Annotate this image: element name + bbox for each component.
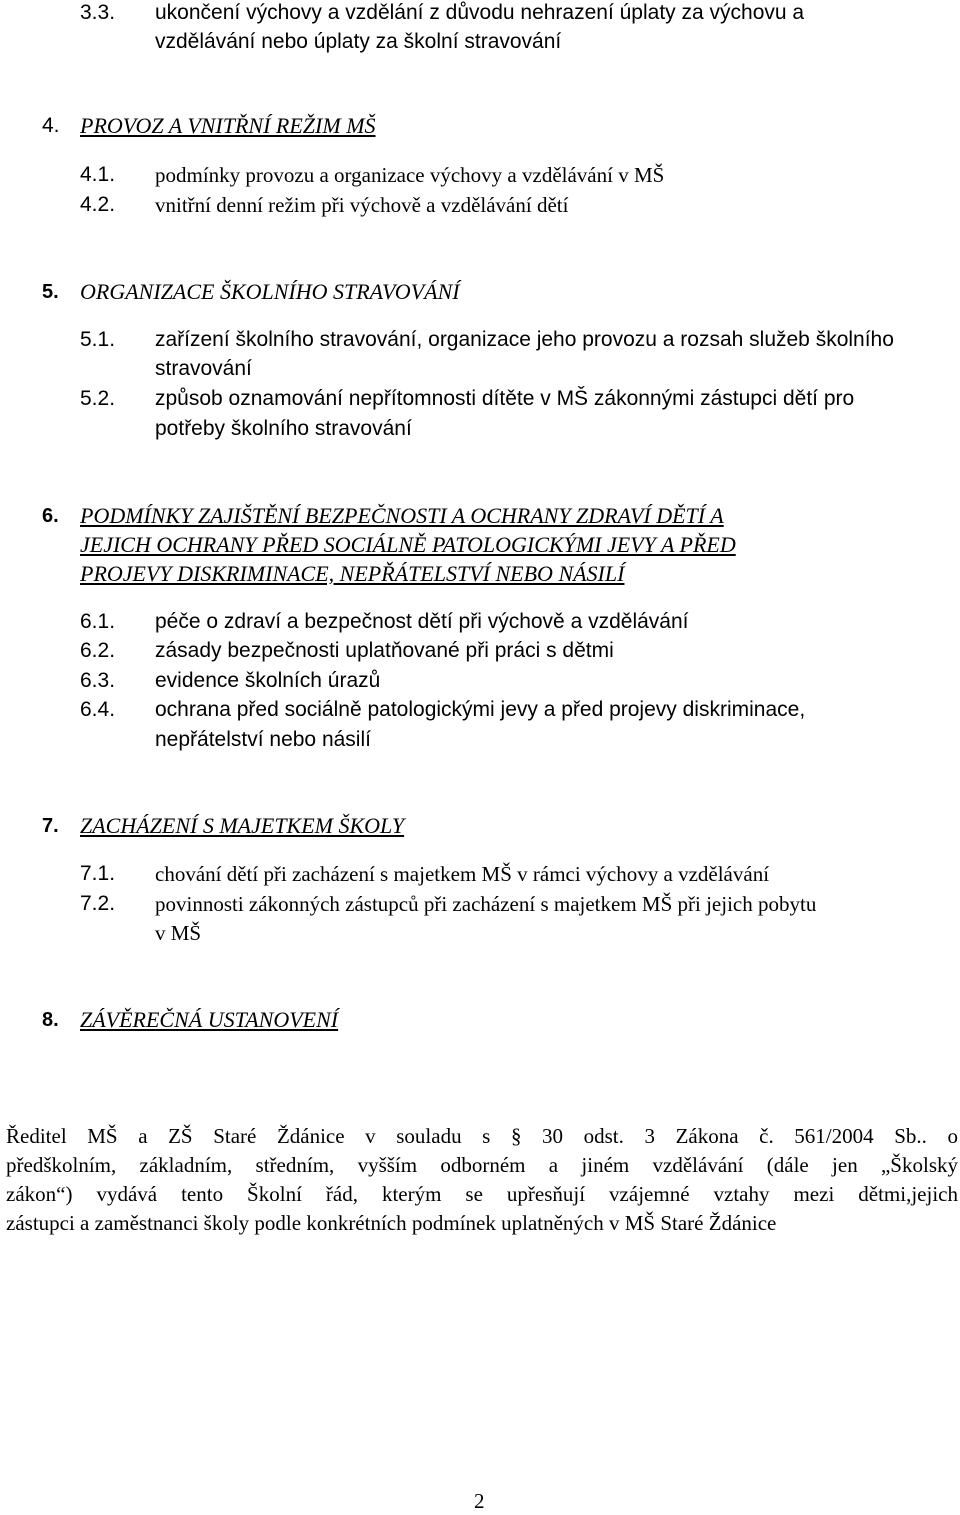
item-number: 7.2. — [80, 892, 116, 915]
section-heading: ORGANIZACE ŠKOLNÍHO STRAVOVÁNÍ — [80, 279, 460, 304]
section-heading: ZÁVĚREČNÁ USTANOVENÍ — [80, 1007, 339, 1032]
item-text: povinnosti zákonných zástupců při zacházení s majetkem MŠ při jejich pobytu — [155, 892, 817, 916]
item-text-continued: vzdělávání nebo úplaty za školní stravování — [155, 30, 562, 53]
item-number: 3.3. — [80, 1, 116, 24]
item-text: zásady bezpečnosti uplatňované při práci s dětmi — [155, 639, 614, 662]
section-heading-line-1: PODMÍNKY ZAJIŠTĚNÍ BEZPEČNOSTI A OCHRANY ZDRAVÍ DĚTÍ A — [80, 503, 724, 528]
item-number: 5.1. — [80, 328, 116, 351]
item-number: 4.2. — [80, 193, 116, 216]
item-text-continued: v MŠ — [155, 921, 202, 945]
item-text-continued: nepřátelství nebo násilí — [155, 728, 371, 751]
section-number: 5. — [42, 281, 59, 303]
item-text-continued: stravování — [155, 357, 252, 380]
item-text: způsob oznamování nepřítomnosti dítěte v MŠ zákonnými zástupci dětí pro — [155, 387, 855, 410]
item-number: 7.1. — [80, 862, 116, 885]
item-text: chování dětí při zacházení s majetkem MŠ v rámci výchovy a vzdělávání — [155, 862, 770, 886]
item-number: 5.2. — [80, 387, 116, 410]
paragraph-line: zástupci a zaměstnanci školy podle konkrétních podmínek uplatněných v MŠ Staré Ždánice — [6, 1211, 777, 1235]
item-text: péče o zdraví a bezpečnost dětí při výchově a vzdělávání — [155, 610, 689, 633]
intro-paragraph — [6, 1122, 958, 1238]
paragraph-line: předškolním, základním, středním, vyšším odborném a jiném vzdělávání (dále jen „Školský — [6, 1153, 958, 1177]
item-number: 6.1. — [80, 610, 116, 633]
item-number: 6.3. — [80, 669, 116, 692]
item-number: 6.4. — [80, 698, 116, 721]
item-text-continued: potřeby školního stravování — [155, 417, 412, 440]
item-text: vnitřní denní režim při výchově a vzdělávání dětí — [155, 193, 569, 217]
item-text: ochrana před sociálně patologickými jevy a před projevy diskriminace, — [155, 698, 806, 721]
section-heading: PROVOZ A VNITŘNÍ REŽIM MŠ — [80, 113, 376, 138]
paragraph-line: Ředitel MŠ a ZŠ Staré Ždánice v souladu s § 30 odst. 3 Zákona č. 561/2004 Sb.. o — [6, 1124, 958, 1148]
section-number: 6. — [42, 505, 59, 527]
item-number: 4.1. — [80, 163, 116, 186]
page-number: 2 — [474, 1489, 485, 1513]
section-heading: ZACHÁZENÍ S MAJETKEM ŠKOLY — [80, 813, 405, 838]
item-text: ukončení výchovy a vzdělání z důvodu nehrazení úplaty za výchovu a — [155, 1, 805, 24]
item-number: 6.2. — [80, 639, 116, 662]
section-heading-line-2: JEJICH OCHRANY PŘED SOCIÁLNĚ PATOLOGICKÝMI JEVY A PŘED — [80, 532, 736, 557]
item-text: evidence školních úrazů — [155, 669, 381, 692]
section-number: 7. — [42, 815, 59, 837]
item-text: zařízení školního stravování, organizace jeho provozu a rozsah služeb školního — [155, 328, 894, 351]
paragraph-line: zákon“) vydává tento Školní řád, kterým se upřesňují vzájemné vztahy mezi dětmi,jejich — [6, 1182, 958, 1206]
section-number: 8. — [42, 1009, 59, 1031]
section-number: 4. — [42, 114, 60, 137]
item-text: podmínky provozu a organizace výchovy a vzdělávání v MŠ — [155, 163, 665, 187]
section-heading-line-3: PROJEVY DISKRIMINACE, NEPŘÁTELSTVÍ NEBO NÁSILÍ — [80, 561, 625, 586]
